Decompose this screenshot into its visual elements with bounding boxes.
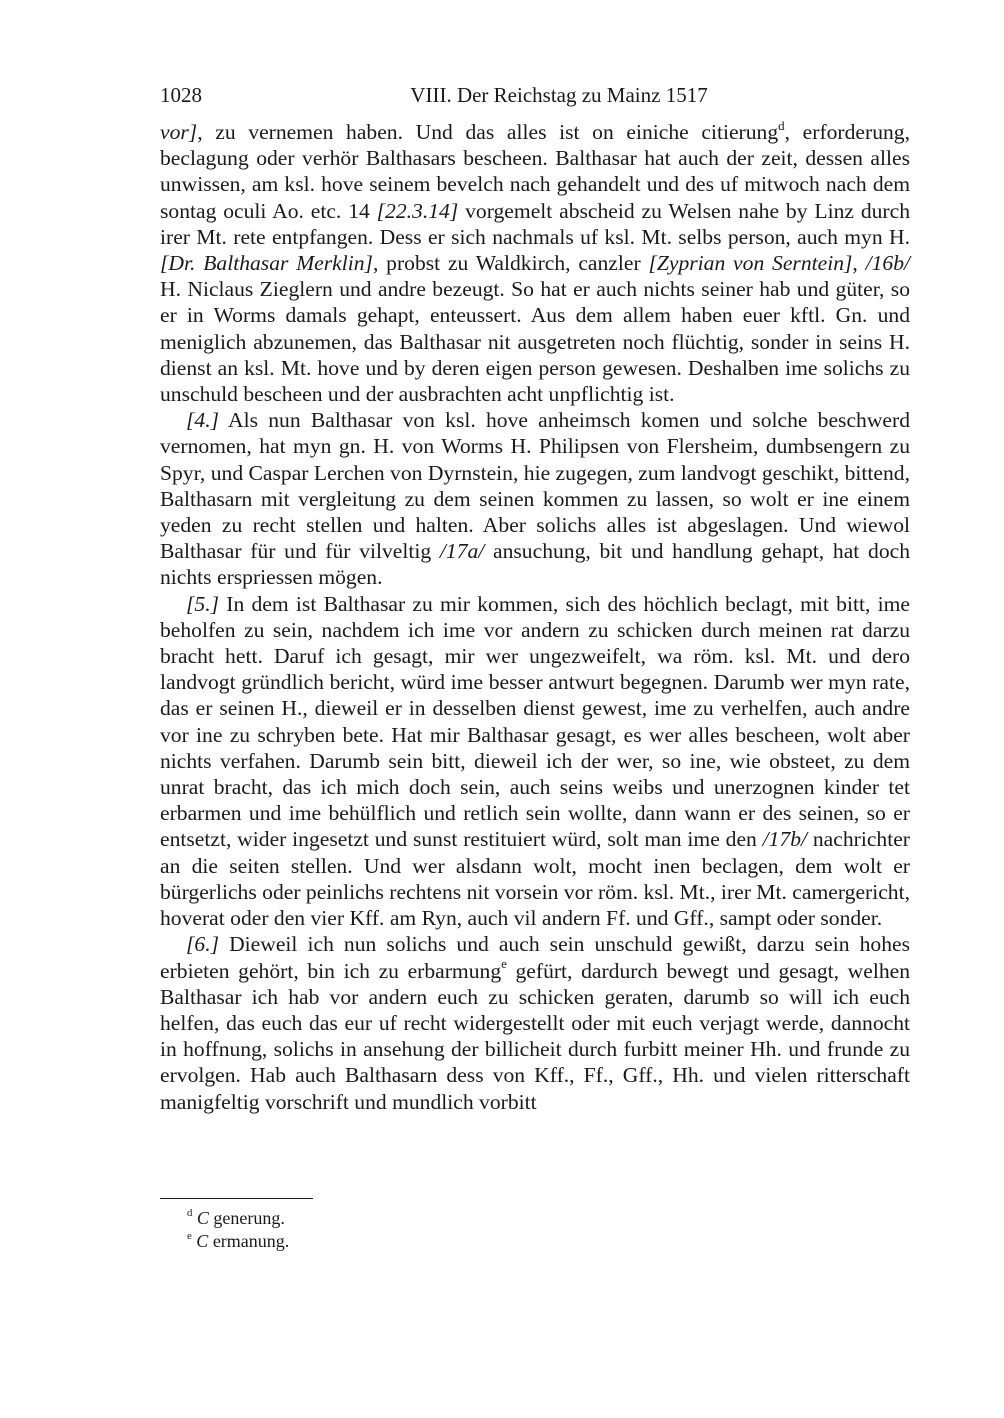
page-number: 1028 xyxy=(160,83,202,107)
footnote xyxy=(160,1207,660,1230)
footnote-text: generung. xyxy=(208,1208,285,1228)
footnote-siglum: C xyxy=(196,1231,209,1251)
text-run: , erforderung, beclagung oder verhör Balthasars bescheen. Balthasar hat auch der zeit, dessen alles unwissen, am ksl. hove seinem bevelch nach gehandelt und des uf mitwoch nach dem sontag oculi Ao. etc. 14 xyxy=(160,120,910,223)
italic-run: /17b/ xyxy=(762,827,808,852)
text-run: ansuchung, bit und handlung gehapt, hat doch nichts erspriessen mögen. xyxy=(160,539,910,590)
text-run: H. Niclaus Zieglern und andre bezeugt. So hat er auch nichts seiner hab und güter, so er in Worms damals gehapt, enteussert. Aus dem allem haben euer kftl. Gn. und meniglich abzunemen, das Balthasar nit ausgetreten noch flüchtig, sonder in seins H. dienst an ksl. Mt. hove und by deren eigen person gewesen. Deshalben ime solichs zu unschuld bescheen und der ausbrachten acht unpflichtig ist. xyxy=(160,277,910,407)
italic-run: [Dr. Balthasar Merklin], xyxy=(160,251,379,276)
footnote-mark: e xyxy=(187,1229,192,1242)
italic-run: [5.] xyxy=(186,591,220,616)
text-run: gefürt, dardurch bewegt und gesagt, welhen Balthasar ich hab vor andern euch zu schicken geraten, darumb so will ich euch helfen, das euch das eur uf recht widergestellt oder mit euch verjagt werde, dannocht in hoffnung, solichs in ansehung der billicheit durch furbitt meiner Hh. und frunde zu ervolgen. Hab auch Balthasarn dess von Kff., Ff., Gff., Hh. und vielen ritterschaft manigfeltig vorschrift und mundlich vorbitt xyxy=(160,958,910,1114)
paragraph xyxy=(160,119,910,407)
italic-run: vor] xyxy=(160,120,198,144)
text-run: nachrichter an die seiten stellen. Und wer alsdann wolt, mocht inen beclagen, dem wolt er bürgerlichs oder peinlichs rechtens nit vorsein vor röm. ksl. Mt., irer Mt. camergericht, hoverat oder den vier Kff. am Ryn, auch vil andern Ff. und Gff., sampt oder sonder. xyxy=(160,827,910,931)
footnote-mark: d xyxy=(187,1206,193,1219)
paragraph xyxy=(160,407,910,590)
paragraph xyxy=(160,591,910,932)
body-text xyxy=(160,119,910,1115)
text-run: In dem ist Balthasar zu mir kommen, sich des höchlich beclagt, mit bitt, ime beholfen zu sein, nachdem ich ime vor andern zu schicken durch meinen rat darzu bracht hett. Daruf ich gesagt, mir wer ungezweifelt, wa röm. ksl. Mt. und dero landvogt gründlich bericht, würd ime besser antwurt begegnen. Darumb wer myn rate, das er seinen H., dieweil er in desselben dienst gewest, ime zu verhelfen, auch andre vor ine zu schryben bete. Hat mir Balthasar gesagt, es wer alles bescheen, wolt aber nichts verfahen. Darumb sein bitt, dieweil ich der wer, so ine, wie obsteet, zu dem unrat bracht, das ich mich doch sein, auch seins weibs und unerzognen kinder tet erbarmen und ime behülflich und retlich sein wollte, dann wann er des seinen, so er entsetzt, wider ingesetzt und sunst restituiert würd, solt man ime den xyxy=(160,591,910,852)
footnote-ref: e xyxy=(501,956,507,972)
footnote xyxy=(160,1230,660,1253)
italic-run: [Zyprian von Serntein] xyxy=(648,251,853,276)
footnote-text: ermanung. xyxy=(208,1231,290,1251)
paragraph xyxy=(160,931,910,1114)
footnote-ref: d xyxy=(778,117,785,133)
chapter-title: VIII. Der Reichstag zu Mainz 1517 xyxy=(410,83,708,107)
footnote-siglum: C xyxy=(196,1208,209,1228)
italic-run: /17a/ xyxy=(439,539,485,564)
text-run: probst zu Waldkirch, canzler xyxy=(378,251,649,276)
italic-run: [6.] xyxy=(186,932,220,957)
text-run: , zu vernemen haben. Und das alles ist on einiche citierung xyxy=(197,120,779,144)
italic-run: [22.3.14] xyxy=(376,198,459,223)
text-run: vorgemelt abscheid zu Welsen nahe by Linz durch irer Mt. rete entpfangen. Dess er sich nachmals uf ksl. Mt. selbs person, auch myn H. xyxy=(160,198,910,249)
italic-run: [4.] xyxy=(186,408,220,433)
footnote-rule xyxy=(160,1198,313,1199)
italic-run: /16b/ xyxy=(865,251,910,276)
text-run: , xyxy=(852,251,866,276)
text-run: Als nun Balthasar von ksl. hove anheimsch komen und solche beschwerd vernomen, hat myn gn. H. von Worms H. Philipsen von Flersheim, dumbsengern zu Spyr, und Caspar Lerchen von Dyrnstein, hie zugegen, zum landvogt geschikt, bittend, Balthasarn mit vergleitung zu dem seinen kommen zu lassen, so wolt er ine einem yeden zu recht stellen und halten. Aber solichs alles ist abgeslagen. Und wiewol Balthasar für und für vilveltig xyxy=(160,408,910,564)
footnotes xyxy=(160,1207,660,1253)
running-head xyxy=(160,80,910,110)
text-run: Dieweil ich nun solichs und auch sein unschuld gewißt, darzu sein hohes erbieten gehört, bin ich zu erbarmung xyxy=(160,932,910,983)
